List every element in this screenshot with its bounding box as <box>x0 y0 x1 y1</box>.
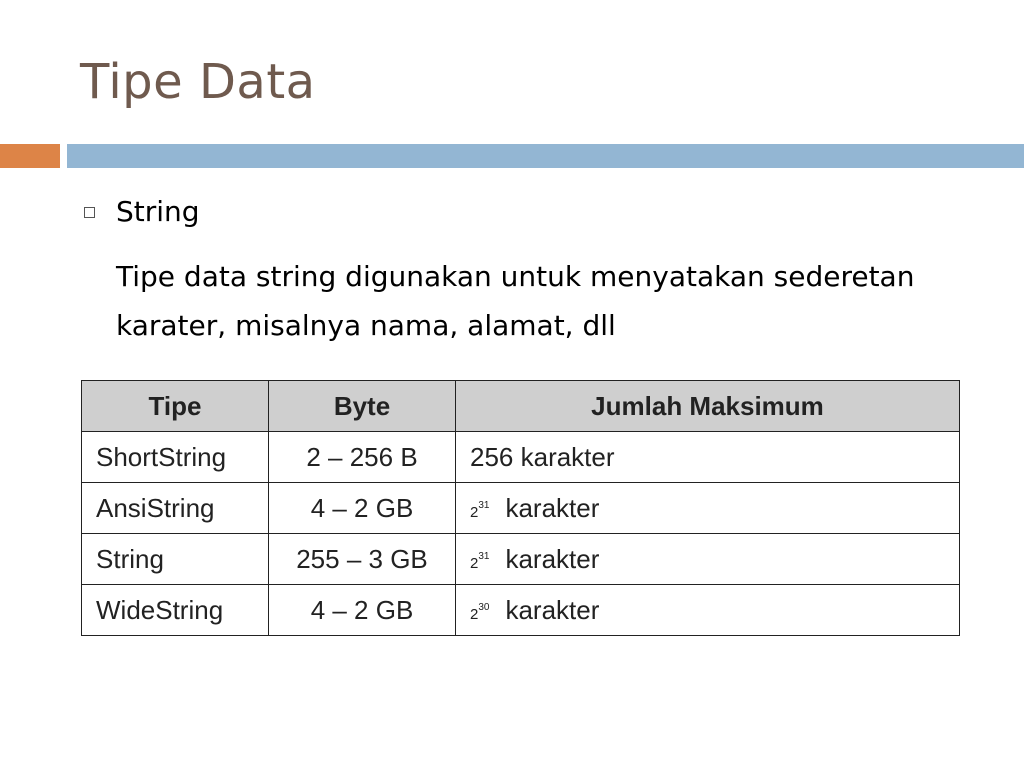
table-row <box>82 534 960 585</box>
unit-label: karakter <box>505 492 600 523</box>
table-row <box>82 432 960 483</box>
cell-type: String <box>82 534 269 585</box>
table-row <box>82 585 960 636</box>
cell-max <box>456 585 960 636</box>
power-exponent: 30 <box>478 601 490 613</box>
cell-byte: 4 – 2 GB <box>269 483 456 534</box>
accent-bar-blue <box>67 144 1024 168</box>
unit-label: karakter <box>505 543 600 574</box>
table-row <box>82 483 960 534</box>
table-header-row <box>82 381 960 432</box>
bullet-body: Tipe data string digunakan untuk menyatakan sederetan karater, misalnya nama, alamat, dll <box>116 260 915 342</box>
power-base: 2 <box>470 554 479 572</box>
cell-byte: 255 – 3 GB <box>269 534 456 585</box>
header-tipe: Tipe <box>82 381 269 432</box>
cell-max <box>456 483 960 534</box>
square-bullet-icon <box>84 207 95 218</box>
power-base: 2 <box>470 503 479 521</box>
cell-byte: 4 – 2 GB <box>269 585 456 636</box>
cell-type: AnsiString <box>82 483 269 534</box>
slide-title: Tipe Data <box>80 54 316 110</box>
header-byte: Byte <box>269 381 456 432</box>
cell-max <box>456 534 960 585</box>
cell-max: 256 karakter <box>456 432 960 483</box>
header-jumlah-maksimum: Jumlah Maksimum <box>456 381 960 432</box>
power-base: 2 <box>470 605 479 623</box>
string-types-table <box>81 380 960 636</box>
cell-type: ShortString <box>82 432 269 483</box>
cell-type: WideString <box>82 585 269 636</box>
accent-bar-orange <box>0 144 60 168</box>
bullet-heading: String <box>116 195 200 228</box>
power-exponent: 31 <box>478 499 490 511</box>
cell-byte: 2 – 256 B <box>269 432 456 483</box>
power-exponent: 31 <box>478 550 490 562</box>
unit-label: karakter <box>505 594 600 625</box>
